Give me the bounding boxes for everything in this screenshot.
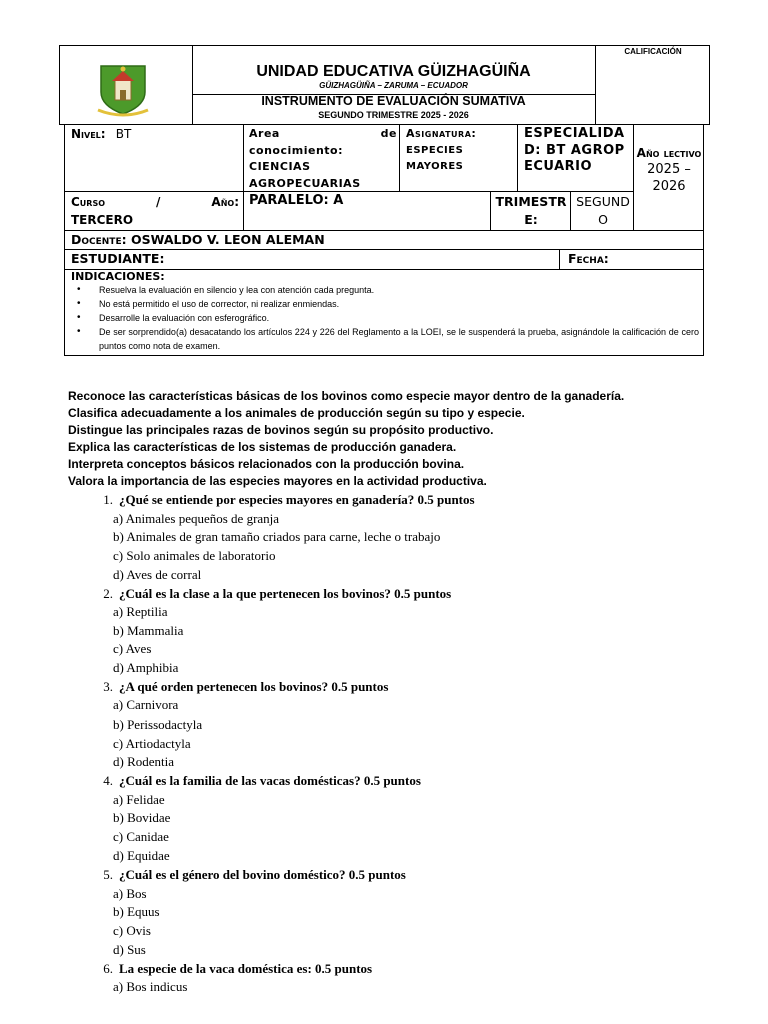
answer-option[interactable]: d) Sus bbox=[113, 942, 146, 957]
question-6: 6. La especie de la vaca doméstica es: 0.5 puntos bbox=[103, 961, 373, 976]
indication-item: • De ser sorprendido(a) desacatando los artículos 224 y 226 del Reglamento a la LOEI, se le suspenderá la prueba, asignándole la calificación de cero puntos como nota de examen. bbox=[71, 325, 699, 353]
answer-option[interactable]: b) Equus bbox=[113, 904, 160, 919]
question-text: ¿Cuál es la clase a la que pertenecen los bovinos? 0.5 puntos bbox=[119, 586, 452, 601]
anio-value: 2025 – 2026 bbox=[647, 162, 691, 194]
asignatura-label: Asignatura: bbox=[406, 127, 477, 140]
answer-option[interactable]: a) Carnivora bbox=[113, 697, 179, 712]
area-value: CIENCIAS AGROPECUARIAS bbox=[249, 160, 361, 190]
answer-option[interactable]: a) Animales pequeños de granja bbox=[113, 511, 280, 526]
objective-line: Distingue las principales razas de bovinos según su propósito productivo. bbox=[68, 423, 494, 437]
answer-option[interactable]: d) Amphibia bbox=[113, 660, 179, 675]
answer-option[interactable]: c) Aves bbox=[113, 641, 152, 656]
answer-option[interactable]: a) Reptilia bbox=[113, 604, 168, 619]
area-cell bbox=[249, 126, 397, 192]
nivel-label: Nivel: bbox=[71, 127, 106, 141]
objective-line: Reconoce las características básicas de los bovinos como especie mayor dentro de la ganadería. bbox=[68, 389, 625, 403]
anio-label: Año lectivo bbox=[636, 146, 702, 160]
question-3: 3. ¿A qué orden pertenecen los bovinos? 0.5 puntos bbox=[103, 679, 389, 694]
question-text: ¿Qué se entiende por especies mayores en ganadería? 0.5 puntos bbox=[119, 492, 475, 507]
answer-option[interactable]: c) Artiodactyla bbox=[113, 736, 191, 751]
answer-option[interactable]: d) Aves de corral bbox=[113, 567, 202, 582]
asignatura-cell bbox=[406, 126, 514, 176]
term-label: SEGUNDO TRIMESTRE 2025 - 2026 bbox=[318, 110, 469, 120]
answer-option[interactable]: a) Bos indicus bbox=[113, 979, 188, 994]
question-text: La especie de la vaca doméstica es: 0.5 puntos bbox=[119, 961, 373, 976]
especialidad-label: ESPECIALIDAD: bbox=[524, 126, 625, 158]
indication-item: • Desarrolle la evaluación con esferográfico. bbox=[71, 311, 699, 325]
grade-label: CALIFICACIÓN bbox=[624, 47, 682, 56]
indication-item: • No está permitido el uso de corrector, ni realizar enmiendas. bbox=[71, 297, 699, 311]
paralelo: PARALELO: A bbox=[249, 193, 344, 208]
nivel-value: BT bbox=[115, 127, 132, 141]
area-label: Area de conocimiento: bbox=[249, 127, 397, 157]
question-4: 4. ¿Cuál es la familia de las vacas domésticas? 0.5 puntos bbox=[103, 773, 421, 788]
school-location: GÜIZHAGÜIÑA – ZARUMA – ECUADOR bbox=[319, 81, 468, 90]
instrument-title: INSTRUMENTO DE EVALUACIÓN SUMATIVA bbox=[261, 94, 526, 108]
school-logo-icon bbox=[88, 58, 158, 118]
school-name: UNIDAD EDUCATIVA GÜIZHAGÜIÑA bbox=[256, 63, 531, 80]
objective-line: Clasifica adecuadamente a los animales de producción según su tipo y especie. bbox=[68, 406, 525, 420]
indications-list bbox=[71, 283, 699, 353]
answer-option[interactable]: a) Bos bbox=[113, 886, 147, 901]
objectives-block bbox=[68, 388, 728, 490]
curso-label: Curso / Año: bbox=[71, 195, 239, 209]
answer-option[interactable]: b) Animales de gran tamaño criados para carne, leche o trabajo bbox=[113, 529, 441, 544]
info-table bbox=[64, 124, 704, 356]
fecha-label: Fecha: bbox=[568, 251, 609, 266]
anio-cell bbox=[636, 145, 702, 195]
trimestre-label: TRIMESTRE: bbox=[495, 194, 567, 227]
estudiante-label: ESTUDIANTE: bbox=[71, 251, 165, 266]
question-text: ¿A qué orden pertenecen los bovinos? 0.5 puntos bbox=[119, 679, 389, 694]
especialidad-value: BT AGROPECUARIO bbox=[524, 142, 625, 174]
answer-option[interactable]: c) Solo animales de laboratorio bbox=[113, 548, 276, 563]
curso-value: TERCERO bbox=[71, 213, 134, 227]
indications-section bbox=[71, 270, 699, 353]
answer-option[interactable]: b) Perissodactyla bbox=[113, 717, 203, 732]
answer-option[interactable]: b) Mammalia bbox=[113, 623, 184, 638]
objective-line: Valora la importancia de las especies mayores en la actividad productiva. bbox=[68, 474, 487, 488]
indications-title: INDICACIONES: bbox=[71, 270, 165, 283]
asignatura-value: ESPECIES MAYORES bbox=[406, 144, 464, 172]
nivel-cell bbox=[71, 126, 241, 142]
answer-option[interactable]: c) Ovis bbox=[113, 923, 151, 938]
question-text: ¿Cuál es el género del bovino doméstico? 0.5 puntos bbox=[119, 867, 406, 882]
answer-option[interactable]: a) Felidae bbox=[113, 792, 165, 807]
question-text: ¿Cuál es la familia de las vacas domésticas? 0.5 puntos bbox=[119, 773, 421, 788]
answer-option[interactable]: d) Equidae bbox=[113, 848, 170, 863]
header-box bbox=[59, 45, 710, 125]
objective-line: Interpreta conceptos básicos relacionados con la producción bovina. bbox=[68, 457, 465, 471]
question-5: 5. ¿Cuál es el género del bovino doméstico? 0.5 puntos bbox=[103, 867, 406, 882]
objective-line: Explica las características de los sistemas de producción ganadera. bbox=[68, 440, 457, 454]
answer-option[interactable]: c) Canidae bbox=[113, 829, 169, 844]
docente-label: Docente: bbox=[71, 232, 127, 247]
docente-value: OSWALDO V. LEON ALEMAN bbox=[130, 232, 325, 247]
answer-option[interactable]: d) Rodentia bbox=[113, 754, 175, 769]
especialidad-cell bbox=[524, 126, 631, 176]
indication-item: • Resuelva la evaluación en silencio y lea con atención cada pregunta. bbox=[71, 283, 699, 297]
curso-cell bbox=[71, 193, 239, 229]
question-1: 1. ¿Qué se entiende por especies mayores en ganadería? 0.5 puntos bbox=[103, 492, 475, 507]
trimestre-value: SEGUNDO bbox=[576, 194, 630, 227]
docente-cell bbox=[71, 232, 671, 248]
answer-option[interactable]: b) Bovidae bbox=[113, 810, 171, 825]
question-2: 2. ¿Cuál es la clase a la que pertenecen los bovinos? 0.5 puntos bbox=[103, 586, 452, 601]
